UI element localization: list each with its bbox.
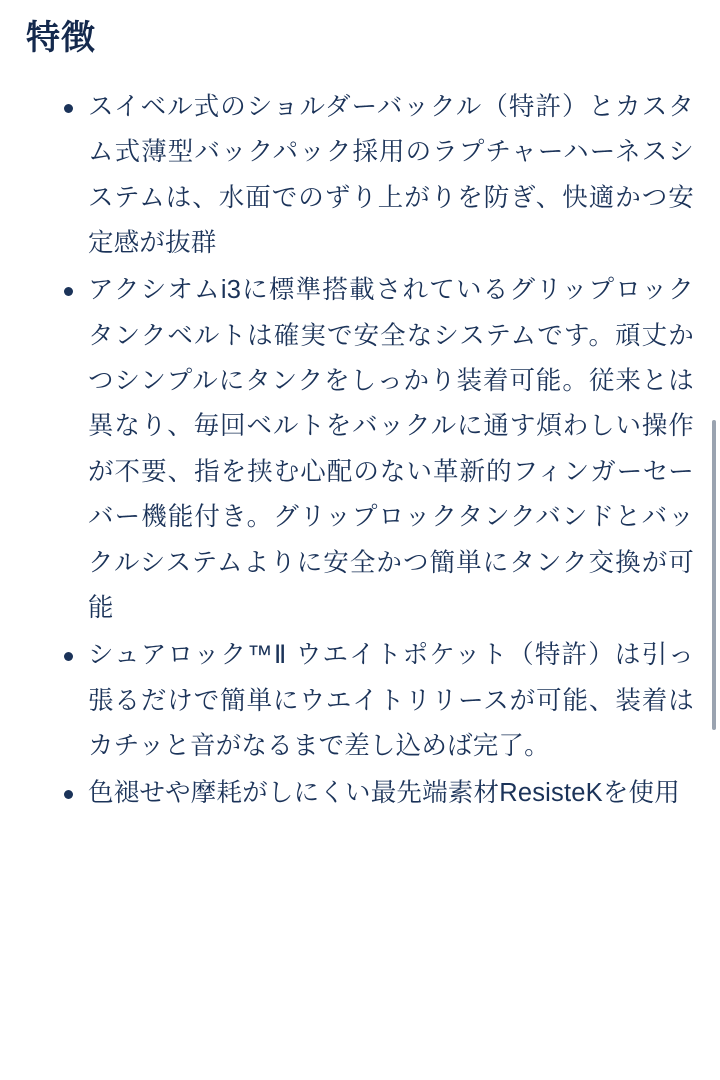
page-title: 特徴 <box>26 19 96 57</box>
feature-list <box>26 85 694 817</box>
list-item: スイベル式のショルダーバックル（特許）とカスタム式薄型バックパック採用のラプチャーハーネスシステムは、水面でのずり上がりを防ぎ、快適かつ安定感が抜群 <box>26 85 694 267</box>
scrollbar-track[interactable] <box>713 0 718 1080</box>
list-item: 色褪せや摩耗がしにくい最先端素材ResisteKを使用 <box>26 771 694 816</box>
scrollbar-thumb[interactable] <box>712 420 716 730</box>
list-item: アクシオムi3に標準搭載されているグリップロックタンクベルトは確実で安全なシステムです。頑丈かつシンプルにタンクをしっかり装着可能。従来とは異なり、毎回ベルトをバックルに通す煩わしい操作が不要、指を挟む心配のない革新的フィンガーセーバー機能付き。グリップロックタンクバンドとバックルシステムよりに安全かつ簡単にタンク交換が可能 <box>26 268 694 631</box>
list-item: シュアロック™Ⅱ ウエイトポケット（特許）は引っ張るだけで簡単にウエイトリリースが可能、装着はカチッと音がなるまで差し込めば完了。 <box>26 633 694 769</box>
